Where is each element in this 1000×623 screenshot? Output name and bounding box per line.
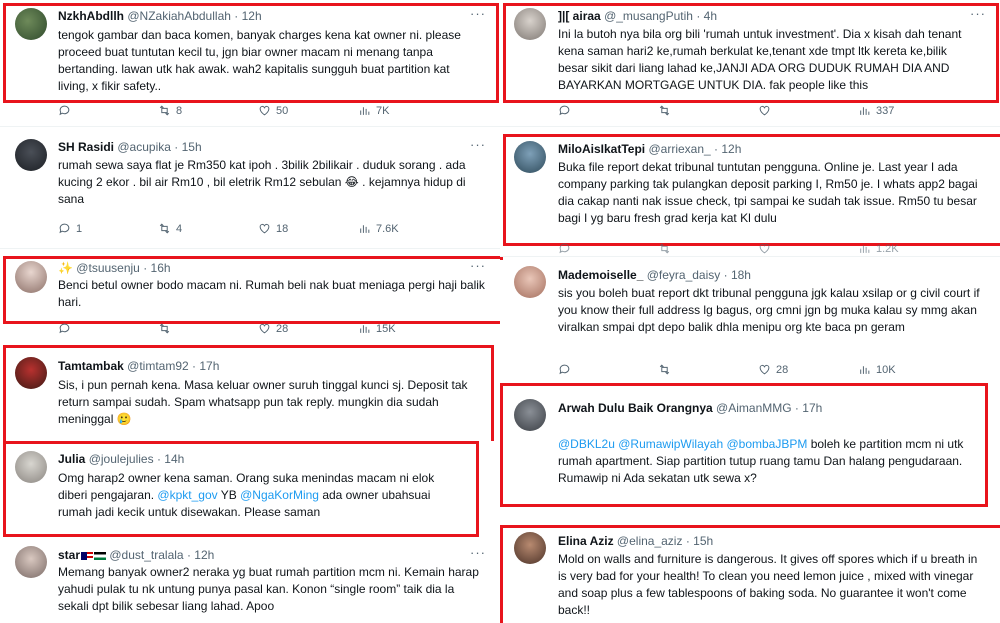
- username[interactable]: @timtam92: [127, 359, 189, 373]
- malaysia-flag-icon: [81, 552, 93, 560]
- more-options-icon[interactable]: ···: [470, 545, 486, 560]
- divider: [0, 126, 500, 127]
- timestamp[interactable]: 12h: [194, 548, 215, 562]
- retweet-icon: [158, 322, 171, 335]
- display-name[interactable]: ✨: [58, 261, 73, 275]
- tweet-text: tengok gambar dan baca komen, banyak charges kena kat owner ni. please proceed buat tuntutan kecil tu, jgn biar owner macam ni menang tanpa bertanding. lawan utk hak awak. wah2 kapitalis sungguh buat partition kat living, x fikir safety..: [58, 28, 461, 93]
- avatar[interactable]: [15, 451, 47, 483]
- username[interactable]: @_musangPutih: [604, 9, 693, 23]
- tweet-card[interactable]: star @dust_tralala · 12h ··· Memang banyak owner2 neraka yg buat rumah partition mcm ni. Kemain harap yahudi pulak tu nk untung punya pasal kan. Konon “single room” taik dia la sekali dpt bilik sebesar liang lahad. Apoo: [0, 538, 500, 623]
- reply-icon: [58, 322, 71, 335]
- heart-icon: [258, 104, 271, 117]
- username[interactable]: @NZakiahAbdullah: [127, 9, 231, 23]
- display-name[interactable]: Julia: [58, 452, 86, 466]
- more-options-icon[interactable]: ···: [970, 6, 986, 21]
- reply-icon: [58, 222, 71, 235]
- username[interactable]: @elina_aziz: [616, 534, 683, 548]
- tweet-card[interactable]: Mademoiselle_ @feyra_daisy · 18h sis you boleh buat report dkt tribunal pengguna jgk kalau xsilap or g civil court if you know their full address lg bagus, org cmni jgn bg muka kalau sy mmg akan viralkan smpai dpt depo balik dhla menipu org kte baca pn geram 28 10K: [500, 260, 1000, 382]
- tweet-card[interactable]: MiloAisIkatTepi @arriexan_ · 12h Buka file report dekat tribunal tuntutan pengguna. Online je. Last year I ada company parking tak pulangkan deposit parking I, Rm50 je. I whats app2 bagai dia cakap nanti nak issue check, tpi sampai ke sudah tak issue. Rm50 tu besar bagi I yg baru fresh grad kerja kat Kl dulu 1.2K: [500, 131, 1000, 251]
- tweet-text: Buka file report dekat tribunal tuntutan pengguna. Online je. Last year I ada company parking tak pulangkan deposit parking I, Rm50 je. I whats app2 bagai dia cakap nanti nak issue check, tpi sampai ke sudah tak issue. Rm50 tu besar bagi I yg baru fresh grad kerja kat Kl dulu: [558, 160, 978, 225]
- display-name[interactable]: Tamtambak: [58, 359, 124, 373]
- like-button[interactable]: [758, 104, 858, 117]
- avatar[interactable]: [514, 532, 546, 564]
- tweet-text: rumah sewa saya flat je Rm350 kat ipoh . 3bilik 2bilikair . duduk sorang . ada kucing 2 ekor . bil air Rm10 , bil eletrik Rm12 sebulan 😂 . kejamnya hidup di sana: [58, 158, 466, 206]
- avatar[interactable]: [15, 357, 47, 389]
- like-button[interactable]: [758, 242, 858, 255]
- heart-icon: [758, 104, 771, 117]
- display-name[interactable]: Mademoiselle_: [558, 268, 644, 282]
- tweet-text: Sis, i pun pernah kena. Masa keluar owner suruh tinggal kunci sj. Deposit tak return sampai sudah. Spam whatsapp pun tak reply. mungkin dia sudah meninggal 🥲: [58, 378, 468, 426]
- retweet-button[interactable]: [158, 322, 258, 335]
- reply-button[interactable]: [558, 242, 658, 255]
- retweet-icon: [658, 242, 671, 255]
- timestamp[interactable]: 15h: [693, 534, 714, 548]
- views-icon: [358, 104, 371, 117]
- tweet-text: Mold on walls and furniture is dangerous. It gives off spores which if u breath in is very bad for your health! To clean you need lemon juice , mixed with vinegar and soap plus a few tablespoons of baking soda. No guarantee it won't come back!!: [558, 552, 978, 617]
- timestamp[interactable]: 15h: [181, 140, 202, 154]
- avatar[interactable]: [15, 139, 47, 171]
- views-icon: [358, 322, 371, 335]
- text-segment: YB: [217, 488, 241, 502]
- retweet-button[interactable]: 8: [158, 104, 258, 117]
- avatar[interactable]: [514, 141, 546, 173]
- mention-link[interactable]: @kpkt_gov: [157, 488, 218, 502]
- avatar[interactable]: [514, 266, 546, 298]
- tweet-text: Benci betul owner bodo macam ni. Rumah beli nak buat meniaga pergi haji balik hari.: [58, 278, 485, 309]
- views-button[interactable]: 1.2K: [858, 242, 958, 255]
- like-button[interactable]: 50: [258, 104, 358, 117]
- heart-icon: [258, 222, 271, 235]
- tweet-card[interactable]: Elina Aziz @elina_aziz · 15h Mold on walls and furniture is dangerous. It gives off spores which if u breath in is very bad for your health! To clean you need lemon juice , mixed with vinegar and soap plus a few tablespoons of baking soda. No guarantee it won't come back!!: [500, 522, 1000, 623]
- timestamp[interactable]: 17h: [199, 359, 220, 373]
- retweet-icon: [158, 104, 171, 117]
- timestamp[interactable]: 17h: [802, 401, 823, 415]
- reply-button[interactable]: [558, 104, 658, 117]
- reply-icon: [558, 242, 571, 255]
- timestamp[interactable]: 4h: [703, 9, 718, 23]
- views-icon: [858, 242, 871, 255]
- reply-icon: [558, 363, 571, 376]
- tweet-actions: [58, 104, 458, 117]
- views-button[interactable]: 15K: [358, 322, 458, 335]
- text-segment: Omg harap2 owner kena saman. Orang suka menindas macam ni elok diberi pengajaran.: [58, 471, 435, 502]
- tweet-actions: [558, 363, 958, 376]
- tweet-text: Ini la butoh nya bila org bili 'rumah untuk investment'. Dia x kisah dah tenant kena saman hari2 ke,rumah berkulat ke,tenant xde tmpt ltk kereta ke,bilik besar sikit dari liang lahad ke,JANJI ADA ORG DUDUK RUMAH DIA AND BAYARKAN MORTGAGE UNTUK DIA. fak people like this: [558, 27, 962, 92]
- username[interactable]: @joulejulies: [88, 452, 154, 466]
- timestamp[interactable]: 18h: [730, 268, 751, 282]
- tweet-card[interactable]: NzkhAbdllh @NZakiahAbdullah · 12h ··· tengok gambar dan baca komen, banyak charges kena kat owner ni. please proceed buat tuntutan kecil tu, jgn biar owner macam ni menang tanpa bertanding. lawan utk hak awak. wah2 kapitalis sungguh buat partition kat living, x fikir safety..: [0, 0, 500, 100]
- retweet-button[interactable]: [658, 363, 758, 376]
- mention-link[interactable]: @bombaJBPM: [726, 437, 808, 451]
- tweet-card[interactable]: ]|[ airaa @_musangPutih · 4h ··· Ini la butoh nya bila org bili 'rumah untuk investment'. Dia x kisah dah tenant kena saman hari2 ke,rumah berkulat ke,tenant xde tmpt ltk kereta ke,bilik besar sikit dari liang lahad ke,JANJI ADA ORG DUDUK RUMAH DIA AND BAYARKAN MORTGAGE UNTUK DIA. fak people like this 337: [500, 0, 1000, 122]
- avatar[interactable]: [514, 8, 546, 40]
- tweet-text: Memang banyak owner2 neraka yg buat rumah partition mcm ni. Kemain harap yahudi pulak tu nk untung punya pasal kan. Konon “single room” taik dia la sekali dpt bilik sebesar liang lahad. Apoo: [58, 565, 479, 613]
- retweet-icon: [158, 222, 171, 235]
- mention-link[interactable]: @RumawipWilayah: [618, 437, 724, 451]
- tweet-card[interactable]: Tamtambak @timtam92 · 17h Sis, i pun pernah kena. Masa keluar owner suruh tinggal kunci sj. Deposit tak return sampai sudah. Spam whatsapp pun tak reply. mungkin dia sudah meninggal 🥲: [0, 345, 500, 440]
- reply-button[interactable]: [558, 363, 658, 376]
- reply-icon: [558, 104, 571, 117]
- views-button[interactable]: 7.6K: [358, 222, 458, 235]
- tweet-card[interactable]: Arwah Dulu Baik Orangnya @AimanMMG · 17h @DBKL2u @RumawipWilayah @bombaJBPM boleh ke partition mcm ni utk rumah apartment. Siap partition tutup ruang tamu Dan halang pengudaraan. Rumawip ni Ada sekatan utk sewa x?: [500, 383, 1000, 503]
- text-segment: boleh ke partition mcm ni utk rumah apartment. Siap partition tutup ruang tamu Dan halang pengudaraan. Rumawip ni Ada sekatan utk sewa x?: [558, 437, 964, 485]
- tweet-text: sis you boleh buat report dkt tribunal pengguna jgk kalau xsilap or g civil court if you know their full address lg bagus, org cmni jgn bg muka kalau sy mmg akan viralkan smpai dpt depo balik dhla menipu org kte baca pn geram: [558, 286, 980, 334]
- display-name[interactable]: SH Rasidi: [58, 140, 115, 154]
- avatar[interactable]: [15, 8, 47, 40]
- tweet-text: [558, 419, 978, 487]
- views-button[interactable]: 337: [858, 104, 958, 117]
- views-icon: [858, 363, 871, 376]
- reply-button[interactable]: [58, 322, 158, 335]
- tweet-actions: [58, 222, 458, 235]
- heart-icon: [758, 363, 771, 376]
- display-name[interactable]: Elina Aziz: [558, 534, 614, 548]
- heart-icon: [258, 322, 271, 335]
- more-options-icon[interactable]: ···: [470, 258, 486, 273]
- avatar[interactable]: [15, 261, 47, 293]
- avatar[interactable]: [514, 399, 546, 431]
- reply-icon: [58, 104, 71, 117]
- tweet-card[interactable]: ✨ @tsuusenju · 16h ··· Benci betul owner bodo macam ni. Rumah beli nak buat meniaga pergi haji balik hari. 28 15K: [0, 253, 500, 345]
- more-options-icon[interactable]: ···: [470, 137, 486, 152]
- display-name[interactable]: ]|[ airaa: [558, 9, 601, 23]
- views-button[interactable]: 7K: [358, 104, 458, 117]
- like-button[interactable]: 28: [258, 322, 358, 335]
- tweet-card[interactable]: SH Rasidi @acupika · 15h ··· rumah sewa saya flat je Rm350 kat ipoh . 3bilik 2bilikair . duduk sorang . ada kucing 2 ekor . bil air Rm10 , bil eletrik Rm12 sebulan 😂 . kejamnya hidup di sana 1 4 18 7.6K: [0, 131, 500, 246]
- like-button[interactable]: 18: [258, 222, 358, 235]
- tweet-actions: [558, 242, 958, 255]
- palestine-flag-icon: [94, 552, 106, 560]
- reply-button[interactable]: [58, 104, 158, 117]
- username[interactable]: @acupika: [117, 140, 171, 154]
- tweet-actions: [58, 322, 458, 335]
- retweet-button[interactable]: 4: [158, 222, 258, 235]
- display-name[interactable]: Arwah Dulu Baik Orangnya: [558, 401, 713, 415]
- retweet-icon: [658, 363, 671, 376]
- timestamp[interactable]: 16h: [150, 261, 171, 275]
- username[interactable]: @feyra_daisy: [646, 268, 721, 282]
- tweet-actions: [558, 104, 958, 117]
- timestamp[interactable]: 14h: [164, 452, 185, 466]
- tweet-text: [58, 470, 463, 521]
- divider: [500, 256, 1000, 257]
- username[interactable]: @tsuusenju: [76, 261, 140, 275]
- timestamp[interactable]: 12h: [241, 9, 262, 23]
- display-name[interactable]: NzkhAbdllh: [58, 9, 124, 23]
- like-button[interactable]: 28: [758, 363, 858, 376]
- username[interactable]: @AimanMMG: [716, 401, 792, 415]
- display-name[interactable]: star: [58, 548, 81, 562]
- username[interactable]: @dust_tralala: [109, 548, 184, 562]
- mention-link[interactable]: @NgaKorMing: [240, 488, 319, 502]
- views-icon: [358, 222, 371, 235]
- retweet-button[interactable]: [658, 104, 758, 117]
- divider: [500, 126, 1000, 127]
- username[interactable]: @arriexan_: [648, 142, 711, 156]
- display-name[interactable]: MiloAisIkatTepi: [558, 142, 646, 156]
- more-options-icon[interactable]: ···: [470, 6, 486, 21]
- retweet-icon: [658, 104, 671, 117]
- avatar[interactable]: [15, 546, 47, 578]
- reply-button[interactable]: 1: [58, 222, 158, 235]
- divider: [0, 248, 500, 249]
- views-button[interactable]: 10K: [858, 363, 958, 376]
- timestamp[interactable]: 12h: [721, 142, 742, 156]
- mention-link[interactable]: @DBKL2u: [558, 437, 615, 451]
- text-segment: ada owner ubahsuai rumah jadi kecik untuk disewakan. Please saman: [58, 488, 431, 519]
- heart-icon: [758, 242, 771, 255]
- views-icon: [858, 104, 871, 117]
- tweet-card[interactable]: Julia @joulejulies · 14h Omg harap2 owner kena saman. Orang suka menindas macam ni elok diberi pengajaran. @kpkt_gov YB @NgaKorMing ada owner ubahsuai rumah jadi kecik untuk disewakan. Please saman: [0, 441, 500, 533]
- retweet-button[interactable]: [658, 242, 758, 255]
